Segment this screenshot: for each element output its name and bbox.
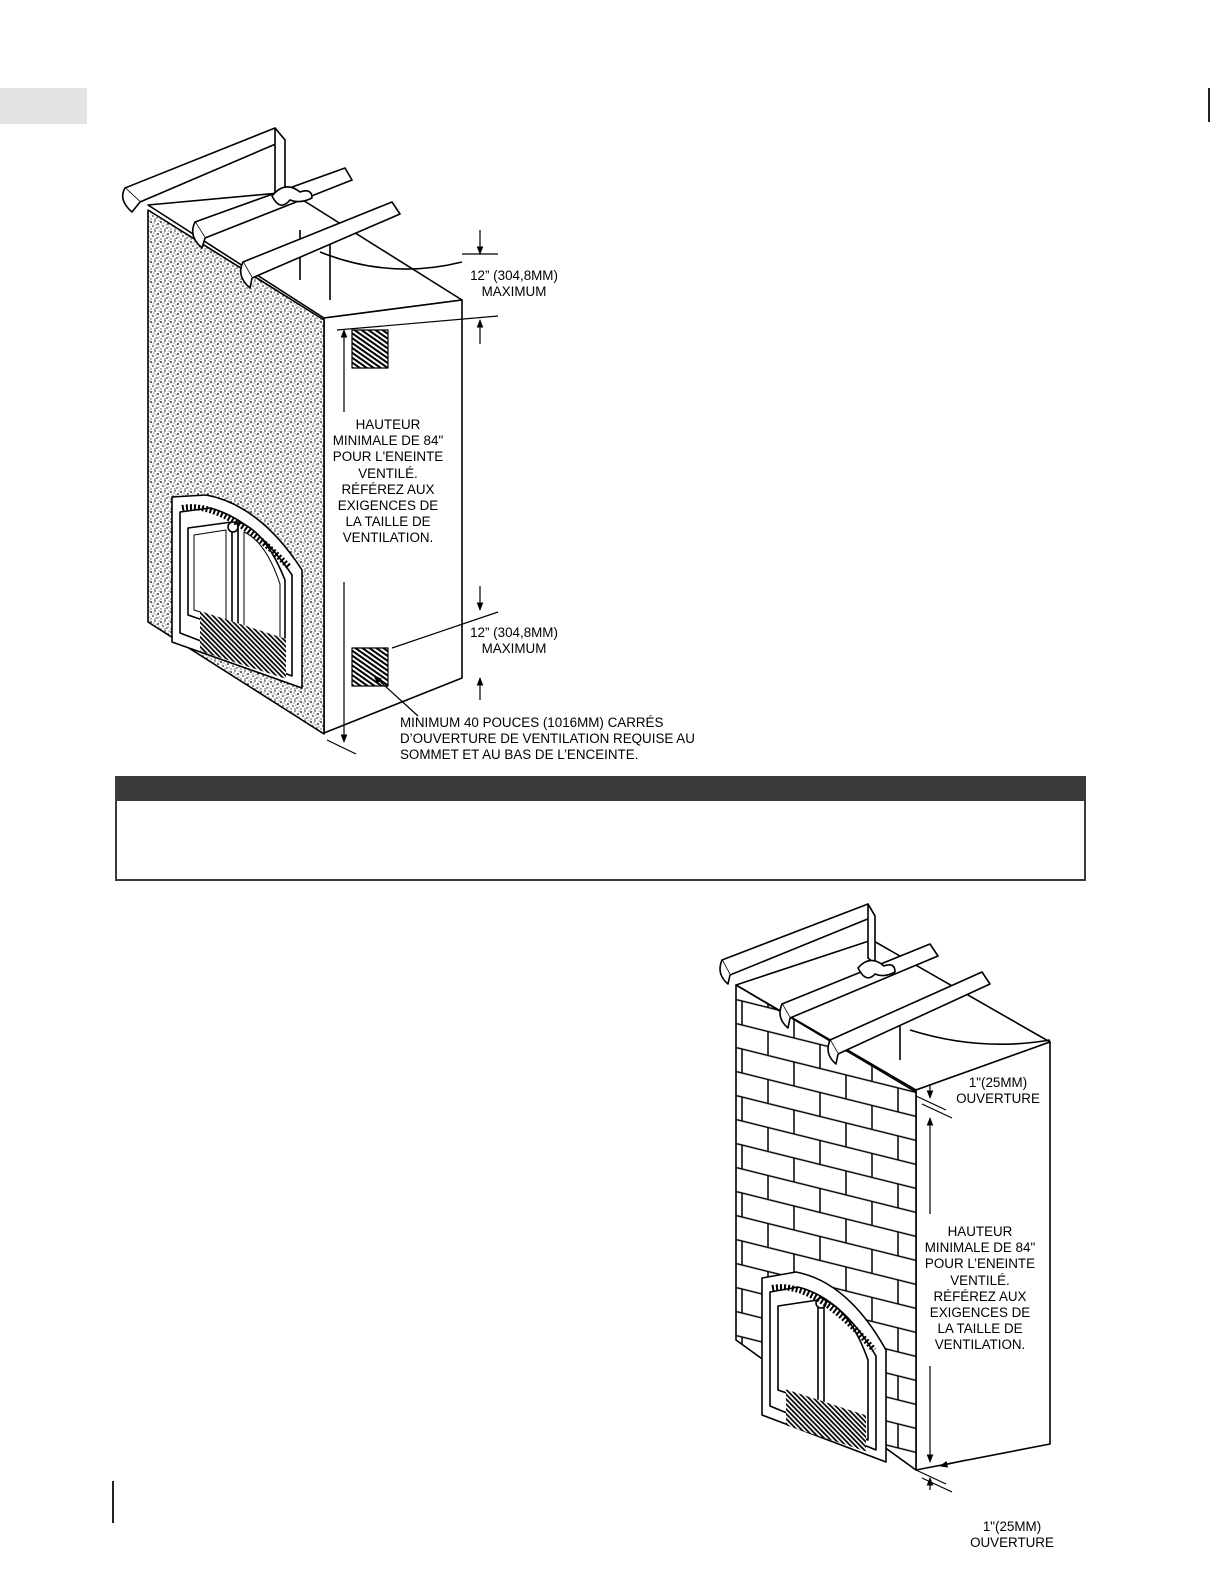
fig2-bottom-gap-label (960, 1519, 1064, 1551)
notice-header-bar (117, 778, 1084, 801)
note-line: LA TAILLE DE (937, 1321, 1023, 1337)
fig2-top-gap-label (948, 1075, 1048, 1107)
note-line: POUR L’ENEINTE (924, 1256, 1036, 1272)
note-line: LA TAILLE DE (345, 514, 431, 530)
upper-vent-grille-icon (352, 330, 388, 368)
note-line: HAUTEUR (947, 1224, 1013, 1239)
fig1-bottom-dimension-label (466, 625, 562, 657)
fig1-top-dimension-label (466, 268, 562, 300)
note-line: EXIGENCES DE (929, 1305, 1031, 1321)
dimension-text: 1"(25MM) (968, 1075, 1028, 1090)
fig1-height-note (328, 417, 448, 547)
dimension-text: OUVERTURE (970, 1535, 1054, 1551)
note-line: VENTILATION. (342, 530, 434, 546)
fig2-height-note (920, 1224, 1040, 1354)
note-line: MINIMUM 40 POUCES (1016MM) CARRÉS (400, 715, 664, 730)
figure-2-brick-enclosure (720, 904, 1050, 1470)
note-line: EXIGENCES DE (337, 498, 439, 514)
dimension-text: 12” (304,8MM) (470, 268, 558, 283)
note-line: VENTILÉ. (950, 1272, 1010, 1288)
dimension-text: 12” (304,8MM) (470, 625, 558, 640)
dimension-text: 1"(25MM) (982, 1519, 1042, 1534)
fig1-vent-requirement-note (400, 715, 695, 764)
note-line: MINIMALE DE 84" (924, 1240, 1036, 1256)
note-line: SOMMET ET AU BAS DE L’ENCEINTE. (400, 747, 639, 763)
note-line: VENTILATION. (934, 1337, 1026, 1353)
ceiling-joist (125, 128, 285, 202)
lower-vent-grille-icon (352, 648, 388, 686)
note-line: RÉFÉREZ AUX (933, 1288, 1027, 1304)
note-line: MINIMALE DE 84" (332, 433, 444, 449)
dimension-text: MAXIMUM (481, 641, 547, 657)
notice-box (115, 776, 1086, 881)
note-line: POUR L'ENEINTE (332, 449, 444, 465)
note-line: VENTILÉ. (358, 465, 418, 481)
note-line: HAUTEUR (355, 417, 421, 432)
dimension-text: OUVERTURE (956, 1091, 1040, 1107)
dimension-text: MAXIMUM (481, 284, 547, 300)
note-line: D’OUVERTURE DE VENTILATION REQUISE AU (400, 731, 695, 747)
note-line: RÉFÉREZ AUX (341, 481, 435, 497)
